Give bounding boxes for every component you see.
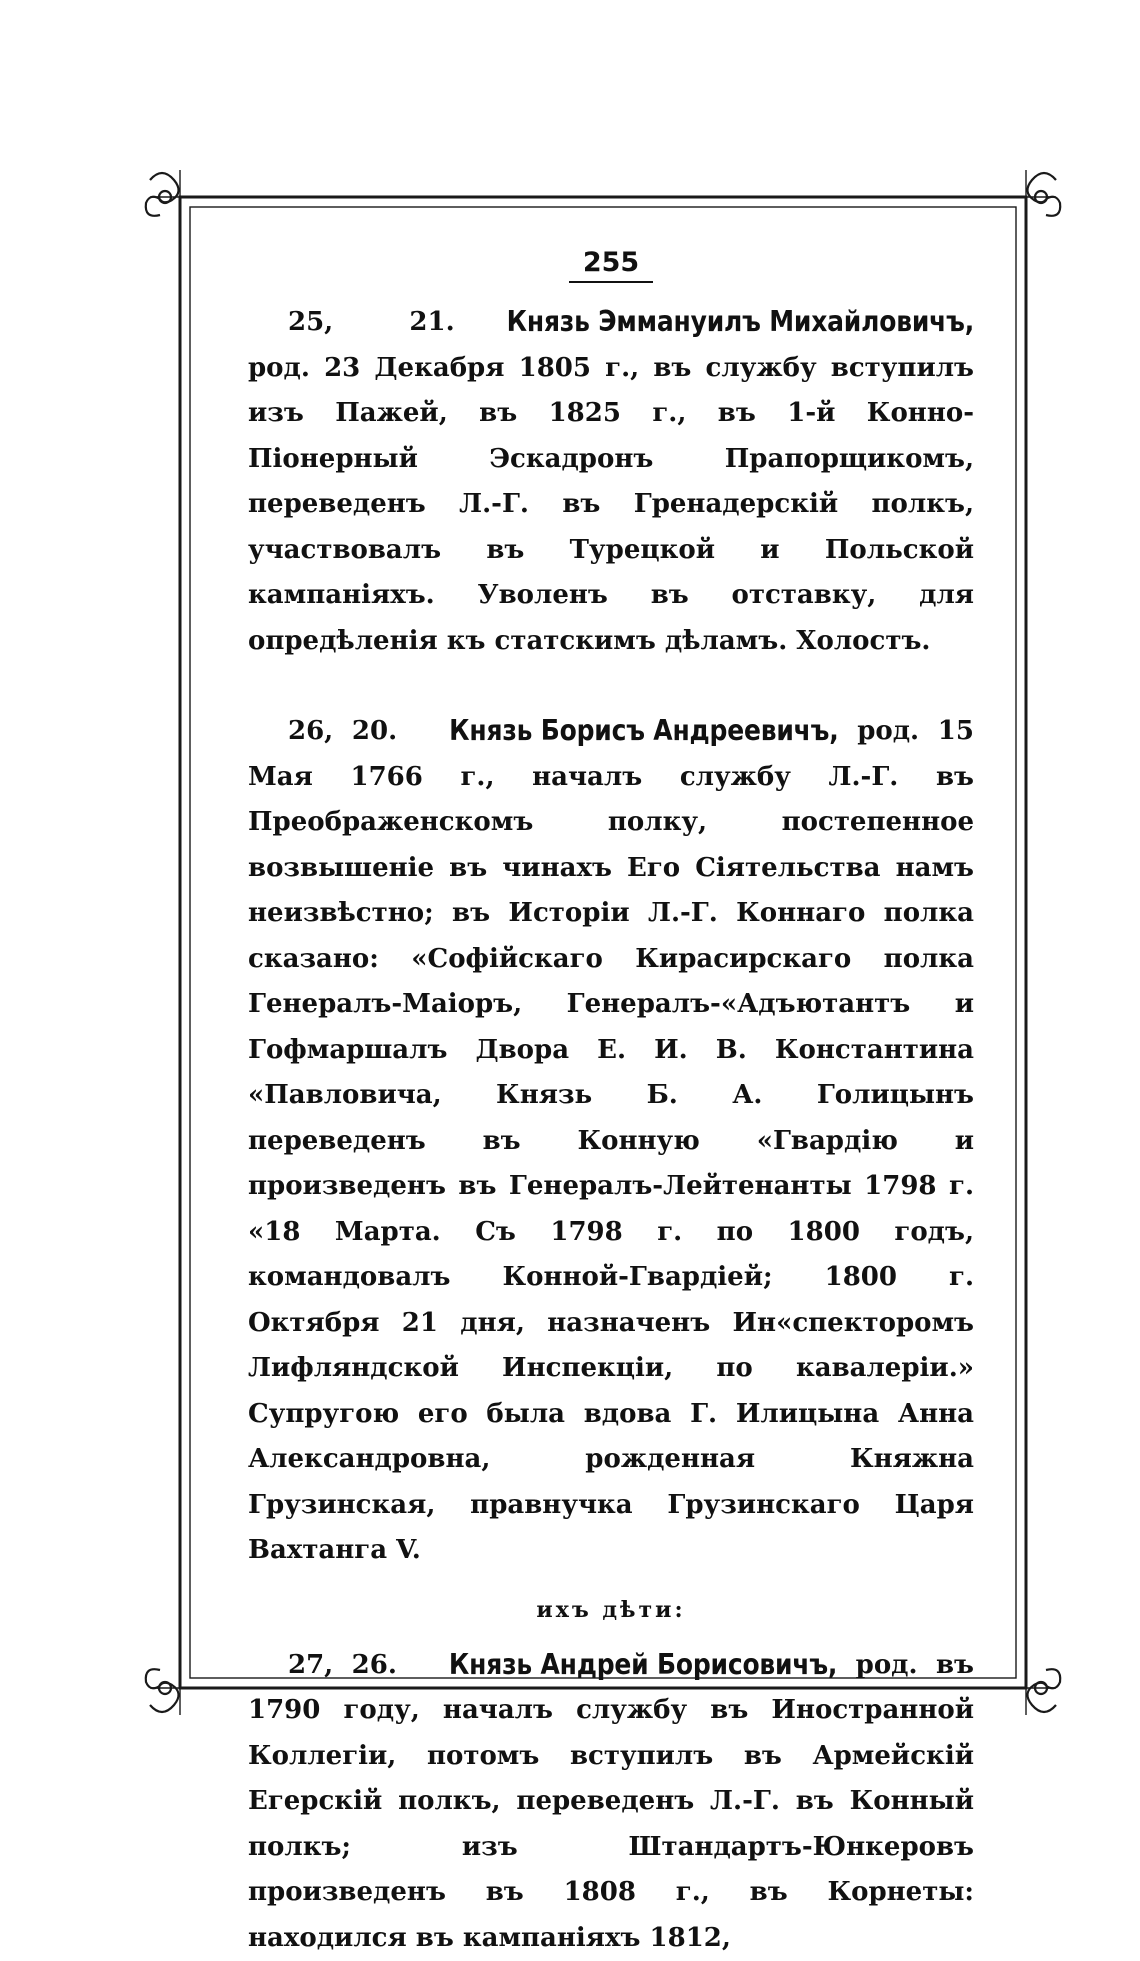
entry-number: 25, 21. xyxy=(288,307,455,337)
corner-flourish-top-left xyxy=(146,173,179,216)
children-heading: ихъ дѣти: xyxy=(248,1590,974,1630)
entry-name: Князь Андрей Борисовичъ, xyxy=(409,1638,837,1690)
entry-paragraph xyxy=(248,299,974,664)
page-number: 255 xyxy=(248,248,974,283)
corner-flourish-top-right xyxy=(1027,173,1060,216)
page-content xyxy=(248,248,974,1961)
entry-paragraph xyxy=(248,708,974,1574)
entry-number: 27, 26. xyxy=(288,1650,397,1680)
corner-flourish-bottom-right xyxy=(1027,1669,1060,1712)
entry-paragraph xyxy=(248,1642,974,1961)
entry-text: род. 15 Мая 1766 г., началъ службу Л.-Г. въ Преображенскомъ полку, постепенное возвышеніе въ чинахъ Его Сіятельства намъ неизвѣстно; въ Исторіи Л.-Г. Коннаго полка сказано: «Софійскаго Кирасирскаго полка Генералъ-Маіоръ, Генералъ-«Адъютантъ и Гофмаршалъ Двора Е. И. В. Константина «Павловича, Князь Б. А. Голицынъ переведенъ въ Конную «Гвардію и произведенъ въ Генералъ-Лейтенанты 1798 г. «18 Марта. Съ 1798 г. по 1800 годъ, командовалъ Конной-Гвардіей; 1800 г. Октября 21 дня, назначенъ Ин«спекторомъ Лифляндской Инспекціи, по кавалеріи.» Супругою его была вдова Г. Илицына Анна Александровна, рожденная Княжна Грузинская, правнучка Грузинскаго Царя Вахтанга V. xyxy=(248,716,974,1565)
entry-text: род. въ 1790 году, началъ службу въ Иностранной Коллегіи, потомъ вступилъ въ Армейскій Егерскій полкъ, переведенъ Л.-Г. въ Конный полкъ; изъ Штандартъ-Юнкеровъ произведенъ въ 1808 г., въ Корнеты: находился въ кампаніяхъ 1812, xyxy=(248,1650,974,1953)
entry-number: 26, 20. xyxy=(288,716,397,746)
entry-text: род. 23 Декабря 1805 г., въ службу вступилъ изъ Пажей, въ 1825 г., въ 1-й Конно-Піонерный Эскадронъ Прапорщикомъ, переведенъ Л.-Г. въ Гренадерскій полкъ, участвовалъ въ Турецкой и Польской кампаніяхъ. Уволенъ въ отставку, для опредѣленія къ статскимъ дѣламъ. Холостъ. xyxy=(248,353,974,656)
corner-flourish-bottom-left xyxy=(146,1669,179,1712)
entry-name: Князь Борисъ Андреевичъ, xyxy=(409,705,838,757)
entry-name: Князь Эммануилъ Михайловичъ, xyxy=(467,296,974,348)
